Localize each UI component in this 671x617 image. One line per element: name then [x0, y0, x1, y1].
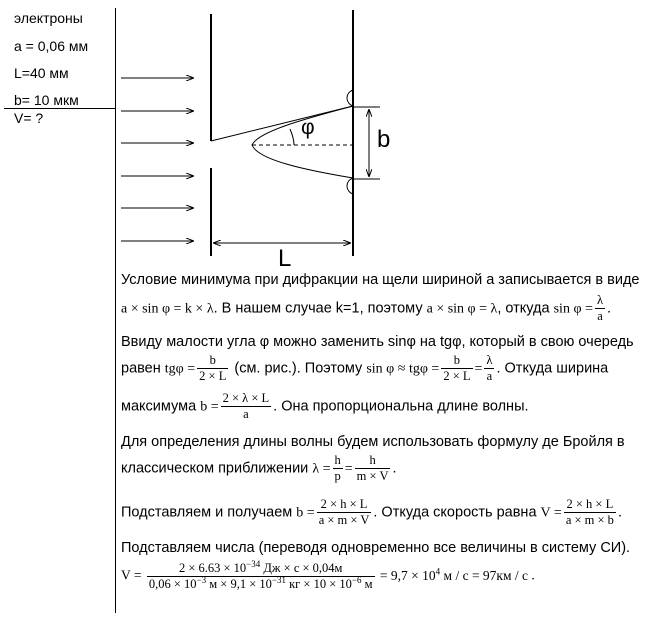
label-b: b: [377, 126, 391, 153]
text-equal: равен: [121, 360, 161, 377]
text-dot: .: [392, 460, 397, 477]
text-substitute: Подставляем и получаем: [121, 504, 293, 521]
text-case-k1: . В нашем случае k=1, поэтому: [213, 300, 423, 317]
line-4: [121, 354, 608, 383]
formula-b-left: b =: [200, 399, 219, 415]
formula-V-left-final: V =: [121, 567, 142, 583]
text-dot-final: .: [531, 567, 535, 583]
line-8: [121, 498, 622, 527]
dimension-b: [353, 107, 380, 179]
given-item-a: a = 0,06 мм: [14, 38, 89, 54]
line-2: a × sin φ = k × λ. В нашем случае k=1, поэтому a × sin φ = λ, откуда sin φ = $\frac{\lambda}{a}$ .: [121, 293, 612, 324]
given-find-V: V= ?: [14, 110, 44, 126]
line-5: [121, 392, 529, 421]
incident-electron-arrows: [121, 78, 194, 241]
para-condition: Условие минимума при дифракции на щели шириной а записывается в виде: [121, 272, 640, 288]
text-width: . Откуда ширина: [496, 360, 609, 377]
angle-arc: [290, 129, 294, 145]
frac-lambda-a-2: $\frac{\lambda}{a}$: [486, 353, 493, 384]
frac-2hL-amV: $\frac{2 \times h \times L}{a \times m \times V}$: [318, 497, 370, 528]
formula-k: a × sin φ = k × λ: [121, 301, 214, 317]
given-item-b: b= 10 мкм: [14, 92, 79, 108]
formula-eq: =: [474, 361, 483, 377]
para-numbers: Подставляем числа (переводя одновременно все величины в систему СИ).: [121, 540, 631, 556]
text-whence: , откуда: [497, 300, 550, 317]
formula-approx-left: sin φ ≈ tgφ =: [366, 361, 440, 377]
given-item-L: L=40 мм: [14, 65, 69, 81]
text-proportional: . Она пропорциональна длине волны.: [273, 398, 529, 415]
ray-to-minimum: [211, 106, 353, 141]
frac-2hL-amb: $\frac{2 \times h \times L}{a \times m \times b}$: [565, 497, 614, 528]
frac-b-2L: $\frac{b}{2 \times L}$: [199, 353, 227, 384]
text-velocity-equals: . Откуда скорость равна: [373, 504, 537, 521]
formula-b-left-2: b =: [296, 505, 315, 521]
para-small-angle: Ввиду малости угла φ можно заменить sinφ на tgφ, который в свою очередь: [121, 334, 634, 350]
formula-asin: a × sin φ = λ: [426, 301, 498, 317]
line-final: [121, 558, 535, 592]
frac-h-mV: $\frac{h}{m \times V}$: [356, 453, 389, 484]
formula-sin-left: sin φ =: [553, 301, 593, 317]
formula-tg-left: tgφ =: [164, 361, 196, 377]
frac-final: $\frac{2 \times 6.63 \times 10^{-34} Дж \times с \times 0,04м}{0,06 \times 10^{-3} м \times 9,1 \times 10^{-31} кг \times 10 \times 10^{-6} м}$: [148, 558, 373, 592]
para-debroglie: Для определения длины волны будем использовать формулу де Бройля в: [121, 434, 625, 450]
frac-h-p: $\frac{h}{p}$: [334, 453, 341, 484]
formula-lambda-left: λ =: [312, 461, 331, 477]
formula-V-left: V =: [540, 505, 562, 521]
label-phi: φ: [301, 116, 315, 139]
given-item-electrons: электроны: [14, 10, 83, 26]
text-therefore: (см. рис.). Поэтому: [234, 360, 363, 377]
text-maximum: максимума: [121, 398, 197, 415]
frac-lambda-a: $\frac{\lambda}{a}$: [596, 293, 603, 324]
text-classical: классическом приближении: [121, 460, 309, 477]
diffraction-figure: [0, 0, 671, 270]
label-L: L: [278, 245, 292, 272]
formula-eq-2: =: [344, 461, 353, 477]
frac-2lambdaL-a: $\frac{2 \times \lambda \times L}{a}$: [222, 391, 270, 422]
line-7: [121, 454, 397, 483]
frac-b-2L-2: $\frac{b}{2 \times L}$: [443, 353, 471, 384]
formula-result: = $9,7 \times 10^4$ м / с = 97км / с: [379, 566, 529, 583]
text-dot-2: .: [617, 504, 622, 521]
